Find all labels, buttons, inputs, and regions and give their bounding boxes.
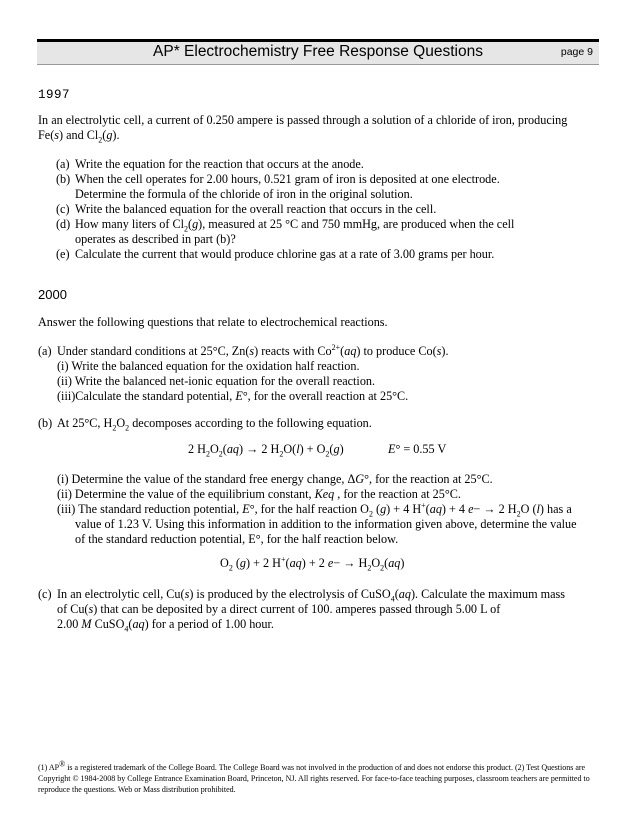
q2000-a-text: Under standard conditions at 25°C, Zn(s) reacts with $Co^{2+}(aq)$ to produce Co(s).	[57, 342, 449, 358]
q1997-c-text: Write the balanced equation for the overall reaction that occurs in the cell.	[75, 202, 437, 216]
q1997-d-label: (d)	[56, 217, 71, 231]
q1997-c-label: (c)	[56, 202, 70, 216]
q2000-b-equation: 2 $H_2O_2(aq) \to 2$ $H_2O(l) + O_2(g)$	[188, 442, 344, 459]
q2000-a-label: (a)	[38, 344, 52, 358]
q1997-intro-line2: Fe(s) and $Cl_2(g)$.	[38, 128, 120, 145]
q1997-a-label: (a)	[56, 157, 70, 171]
q2000-b-potential: E° = 0.55 V	[388, 442, 447, 456]
page-title: AP* Electrochemistry Free Response Questions	[153, 43, 483, 60]
year-1997-heading: 1997	[38, 88, 71, 102]
q2000-c-line1: In an electrolytic cell, Cu(s) is produced by the electrolysis of CuSO$_4$(aq). Calculate the maximum mass	[57, 587, 565, 604]
q2000-b-iii-line1: (iii) The standard reduction potential, E°, for the half reaction $O_2$ (g) + 4 H+(aq) + 4 e− → 2 $H_2O$ (l) has a	[57, 500, 572, 519]
q1997-e-label: (e)	[56, 247, 70, 261]
q2000-c-line3: 2.00 M CuSO$_4$(aq) for a period of 1.00 hour.	[57, 617, 274, 634]
q2000-b-ii: (ii) Determine the value of the equilibrium constant, Keq , for the reaction at 25°C.	[57, 487, 461, 501]
q2000-a-iii: (iii)Calculate the standard potential, E°, for the overall reaction at 25°C.	[57, 389, 409, 403]
q2000-b-label: (b)	[38, 416, 53, 430]
q1997-a-text: Write the equation for the reaction that occurs at the anode.	[75, 157, 364, 171]
q1997-intro-line1: In an electrolytic cell, a current of 0.250 ampere is passed through a solution of a chloride of iron, producing	[38, 113, 568, 127]
q1997-b-label: (b)	[56, 172, 71, 186]
q2000-intro: Answer the following questions that relate to electrochemical reactions.	[38, 315, 388, 329]
q2000-c-label: (c)	[38, 587, 52, 601]
q1997-e-text: Calculate the current that would produce chlorine gas at a rate of 3.00 grams per hour.	[75, 247, 495, 261]
q2000-b-half-reaction: $O_2$ (g) + 2 H+(aq) + 2 $e- \to H_2O_2(aq)$	[220, 554, 405, 573]
q2000-b-text: At 25°C, $H_2O_2$ decomposes according to the following equation.	[57, 416, 372, 433]
q1997-d-text2: operates as described in part (b)?	[75, 232, 236, 246]
q2000-b-i: (i) Determine the value of the standard free energy change, ΔG°, for the reaction at 25°C.	[57, 472, 493, 486]
q1997-d-text1: How many liters of $Cl_2(g)$, measured at 25 °C and 750 mmHg, are produced when the cell	[75, 217, 515, 234]
q1997-b-text2: Determine the formula of the chloride of iron in the original solution.	[75, 187, 413, 201]
q2000-a-ii: (ii) Write the balanced net-ionic equation for the overall reaction.	[57, 374, 376, 388]
q2000-b-iii-line2: value of 1.23 V. Using this information in addition to the information given above, determine the value	[75, 517, 577, 531]
page-footer: (1) AP® is a registered trademark of the College Board. The College Board was not involved in the production of and does not endorse this product. (2) Test Questions are Copyright © 1984-2008 by College Entrance Examination Board, Princeton, NJ. All rights reserved. For face-to-face teaching purposes, classroom teachers are permitted to reproduce the questions. Web or Mass distribution prohibited.	[38, 759, 590, 794]
year-2000-heading: 2000	[38, 287, 67, 302]
q1997-b-text1: When the cell operates for 2.00 hours, 0.521 gram of iron is deposited at one electrode.	[75, 172, 500, 186]
page-header	[37, 39, 599, 65]
q2000-b-iii-line3: of the standard reduction potential, E°, for the half reaction below.	[75, 532, 399, 546]
q2000-a-i: (i) Write the balanced equation for the oxidation half reaction.	[57, 359, 360, 373]
page-number: page 9	[560, 46, 593, 58]
q2000-c-line2: of Cu(s) that can be deposited by a direct current of 100. amperes passed through 5.00 L of	[57, 602, 501, 616]
